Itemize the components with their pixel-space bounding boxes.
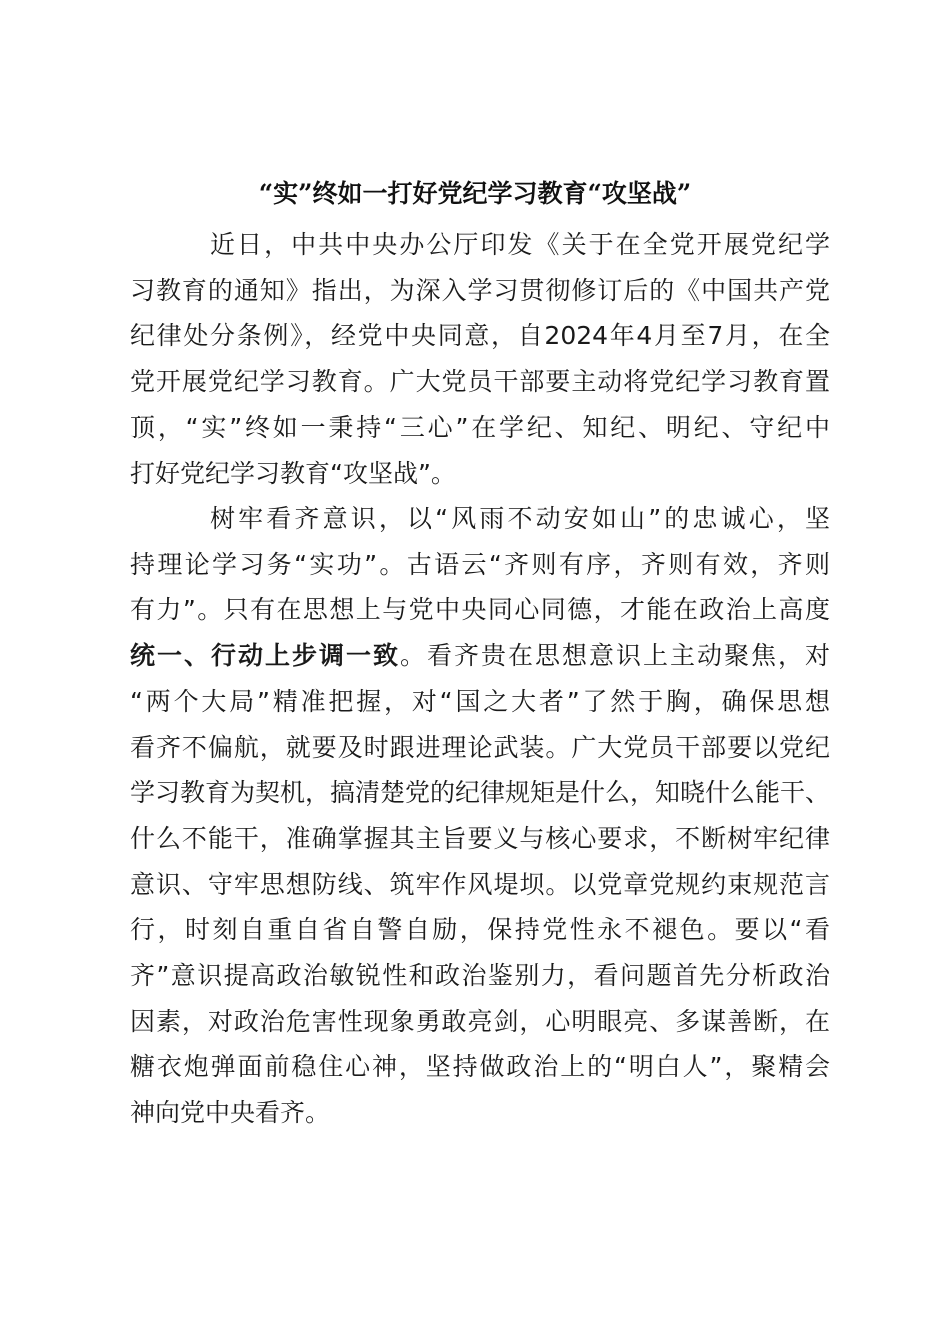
paragraph-line: 纪律处分条例》，经党中央同意，自2024年4月至7月，在全	[130, 321, 830, 351]
paragraph-line: 树牢看齐意识，以“风雨不动安如山”的忠诚心，坚	[210, 504, 830, 533]
paragraph-line: 齐”意识提高政治敏锐性和政治鉴别力，看问题首先分析政治	[130, 961, 830, 991]
paragraph-line: “两个大局”精准把握，对“国之大者”了然于胸，确保思想	[130, 686, 830, 716]
paragraph-line: 什么不能干，准确掌握其主旨要义与核心要求，不断树牢纪律	[130, 823, 830, 853]
paragraph-line: 行，时刻自重自省自警自励，保持党性永不褪色。要以“看	[130, 915, 830, 945]
paragraph-line: 习教育的通知》指出，为深入学习贯彻修订后的《中国共产党	[130, 275, 830, 305]
document-title: “实”终如一打好党纪学习教育“攻坚战”	[258, 179, 692, 208]
emphasis-text: 统一、行动上步调一致	[130, 641, 400, 671]
paragraph-line: 意识、守牢思想防线、筑牢作风堤坝。以党章党规约束规范言	[130, 869, 830, 899]
paragraph-line: 糖衣炮弹面前稳住心神，坚持做政治上的“明白人”，聚精会	[130, 1052, 830, 1082]
paragraph-line: 持理论学习务“实功”。古语云“齐则有序，齐则有效，齐则	[130, 549, 830, 579]
paragraph-line: 党开展党纪学习教育。广大党员干部要主动将党纪学习教育置	[130, 367, 830, 397]
paragraph-line-mixed	[130, 633, 830, 679]
paragraph-line: 顶，“实”终如一秉持“三心”在学纪、知纪、明纪、守纪中	[130, 412, 830, 442]
paragraph-line: 神向党中央看齐。	[130, 1098, 331, 1128]
paragraph-line: 看齐不偏航，就要及时跟进理论武装。广大党员干部要以党纪	[130, 732, 830, 762]
paragraph-text: 。看齐贵在思想意识上主动聚焦，对	[400, 641, 830, 671]
paragraph-line: 有力”。只有在思想上与党中央同心同德，才能在政治上高度	[130, 595, 830, 625]
paragraph-line: 打好党纪学习教育“攻坚战”。	[130, 458, 456, 488]
paragraph-2	[130, 496, 830, 1136]
paragraph-1	[130, 222, 830, 496]
paragraph-line: 因素，对政治危害性现象勇敢亮剑，心明眼亮、多谋善断，在	[130, 1006, 830, 1036]
paragraph-line: 近日，中共中央办公厅印发《关于在全党开展党纪学	[210, 230, 830, 259]
paragraph-line: 学习教育为契机，搞清楚党的纪律规矩是什么，知晓什么能干、	[130, 778, 831, 808]
